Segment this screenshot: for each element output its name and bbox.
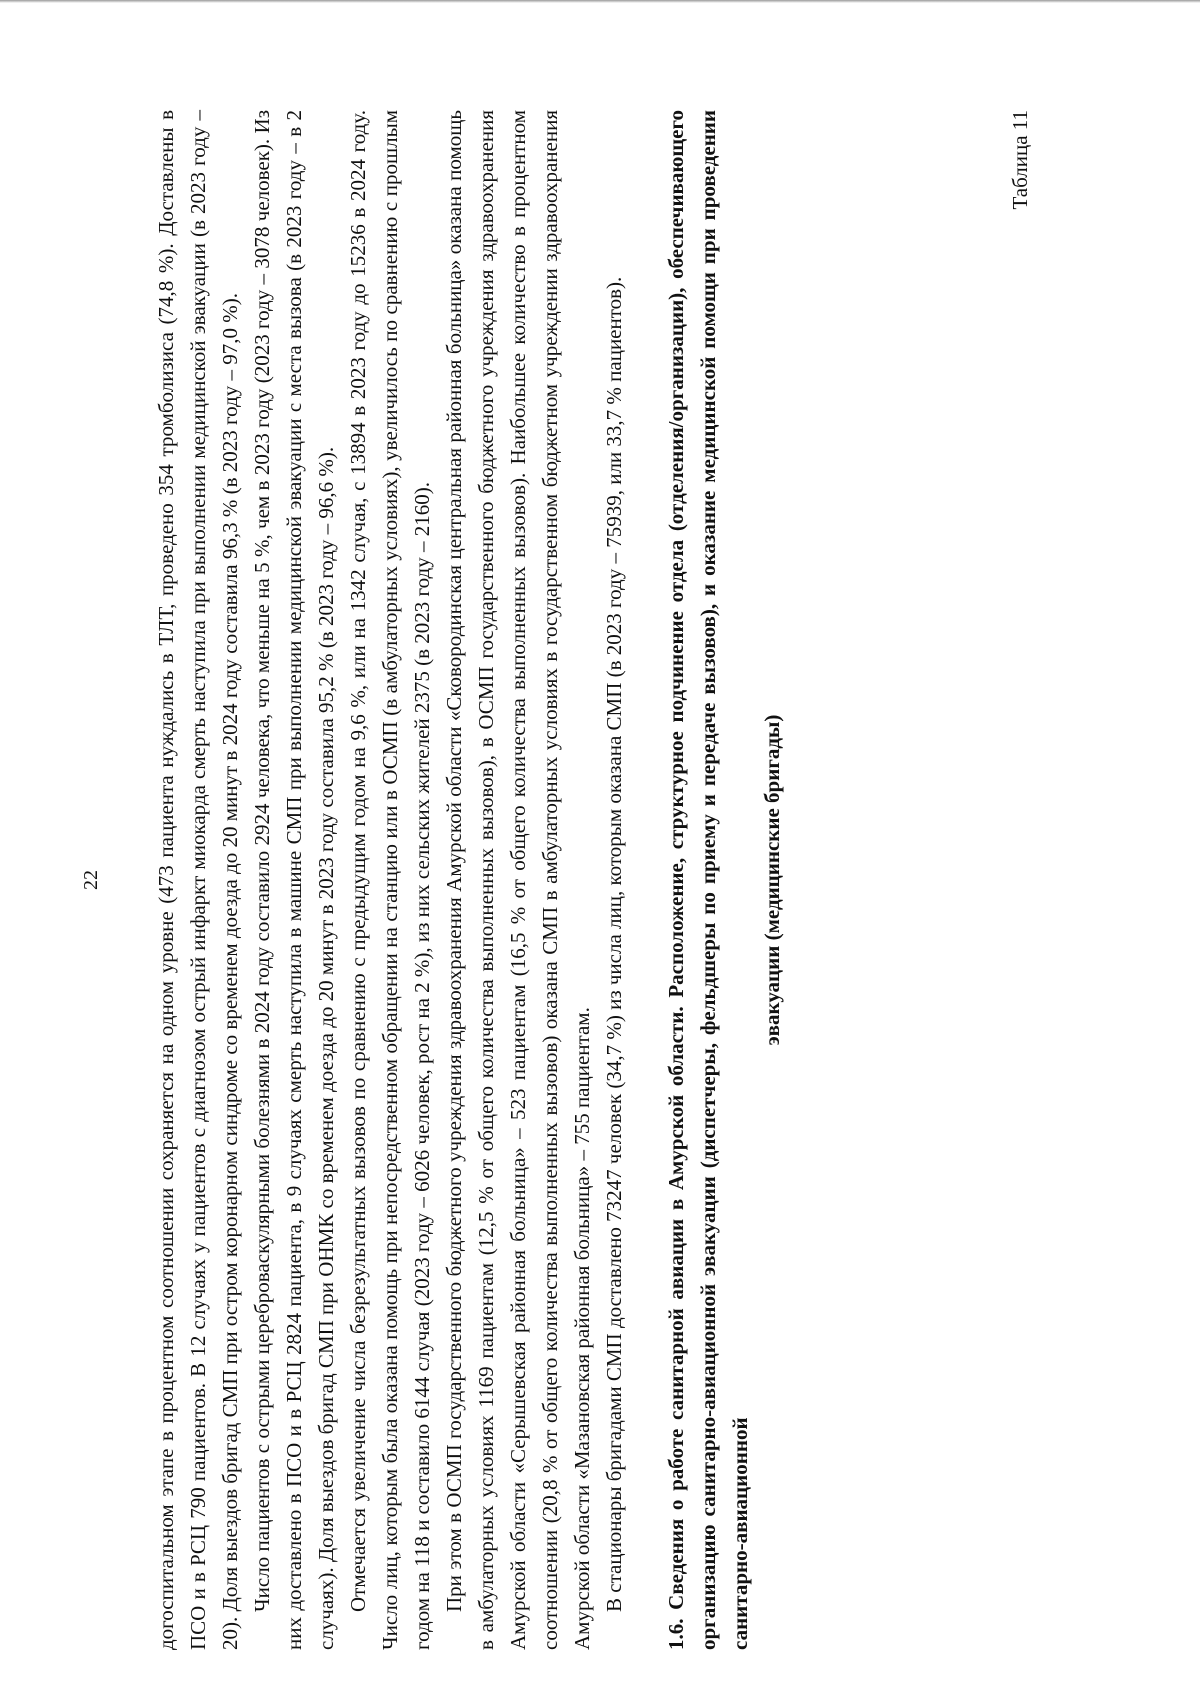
paragraph-continuation: догоспитальном этапе в процентном соотношении сохраняется на одном уровне (473 пациента нуждались в ТЛТ, проведено 354 тромболизиса (74,8 %). Доставлены в ПСО и в РСЦ 790 пациентов. В 12 случаях у пациентов с диагнозом острый инфаркт миокарда смерть наступила при выполнении медицинской эвакуации (в 2023 году – 20). Доля выездов бригад СМП при остром коронарном синдроме со временем доезда до 20 минут в 2024 году составила 96,3 % (в 2023 году – 97,0 %). [154, 110, 242, 1650]
table-label: Таблица 11 [1008, 110, 1032, 210]
section-heading: 1.6. Сведения о работе санитарной авиации в Амурской области. Расположение, структурное подчинение отдела (отделения/организации), обеспечивающего организацию санитарно-авиационной эвакуации (диспетчеры, фельдшеры по приему и передаче вызовов), и оказание медицинской помощи при проведении санитарно-авиационной [664, 110, 752, 1650]
paragraph-cerebrovascular: Число пациентов с острыми цереброваскулярными болезнями в 2024 году составило 2924 человека, что меньше на 5 %, чем в 2023 году (2023 году – 3078 человек). Из них доставлено в ПСО и в РСЦ 2824 пациента, в 9 случаях смерть наступила в машине СМП при выполнении медицинской эвакуации с места вызова (в 2023 году – в 2 случаях). Доля выездов бригад СМП при ОНМК со временем доезда до 20 минут в 2023 году составила 95,2 % (в 2023 году – 96,6 %). [250, 110, 338, 1650]
section-heading-last-line: эвакуации (медицинские бригады) [760, 714, 784, 1046]
paragraph-hospital-delivery: В стационары бригадами СМП доставлено 73247 человек (34,7 %) из числа лиц, которым оказана СМП (в 2023 году – 75939, или 33,7 % пациентов). [602, 276, 626, 1612]
paragraph-osmp-outpatient: При этом в ОСМП государственного бюджетного учреждения здравоохранения Амурской области «Сковородинская центральная районная больница» оказана помощь в амбулаторных условиях 1169 пациентам (12,5 % от общего количества выполненных вызовов), в ОСМП государственного бюджетного учреждения здравоохранения Амурской области «Серышевская районная больница» – 523 пациентам (16,5 % от общего количества выполненных вызовов). Наибольшее количество в процентном соотношении (20,8 % от общего количества выполненных вызовов) оказана СМП в амбулаторных условиях в государственном бюджетном учреждении здравоохранения Амурской области «Мазановская районная больница» – 755 пациентам. [442, 110, 594, 1650]
document-body [150, 110, 788, 1650]
paragraph-unsuccessful-calls: Отмечается увеличение числа безрезультатных вызовов по сравнению с предыдущим годом на 9,6 %, или на 1342 случая, с 13894 в 2023 году до 15236 в 2024 году. Число лиц, которым была оказана помощь при непосредственном обращении на станцию или в ОСМП (в амбулаторных условиях), увеличилось по сравнению с прошлым годом на 118 и составило 6144 случая (2023 году – 6026 человек, рост на 2 %), из них сельских жителей 2375 (в 2023 году – 2160). [346, 110, 434, 1650]
rotated-document-page [80, 110, 1050, 1650]
page-number: 22 [80, 870, 102, 890]
scan-edge [0, 0, 1200, 3]
